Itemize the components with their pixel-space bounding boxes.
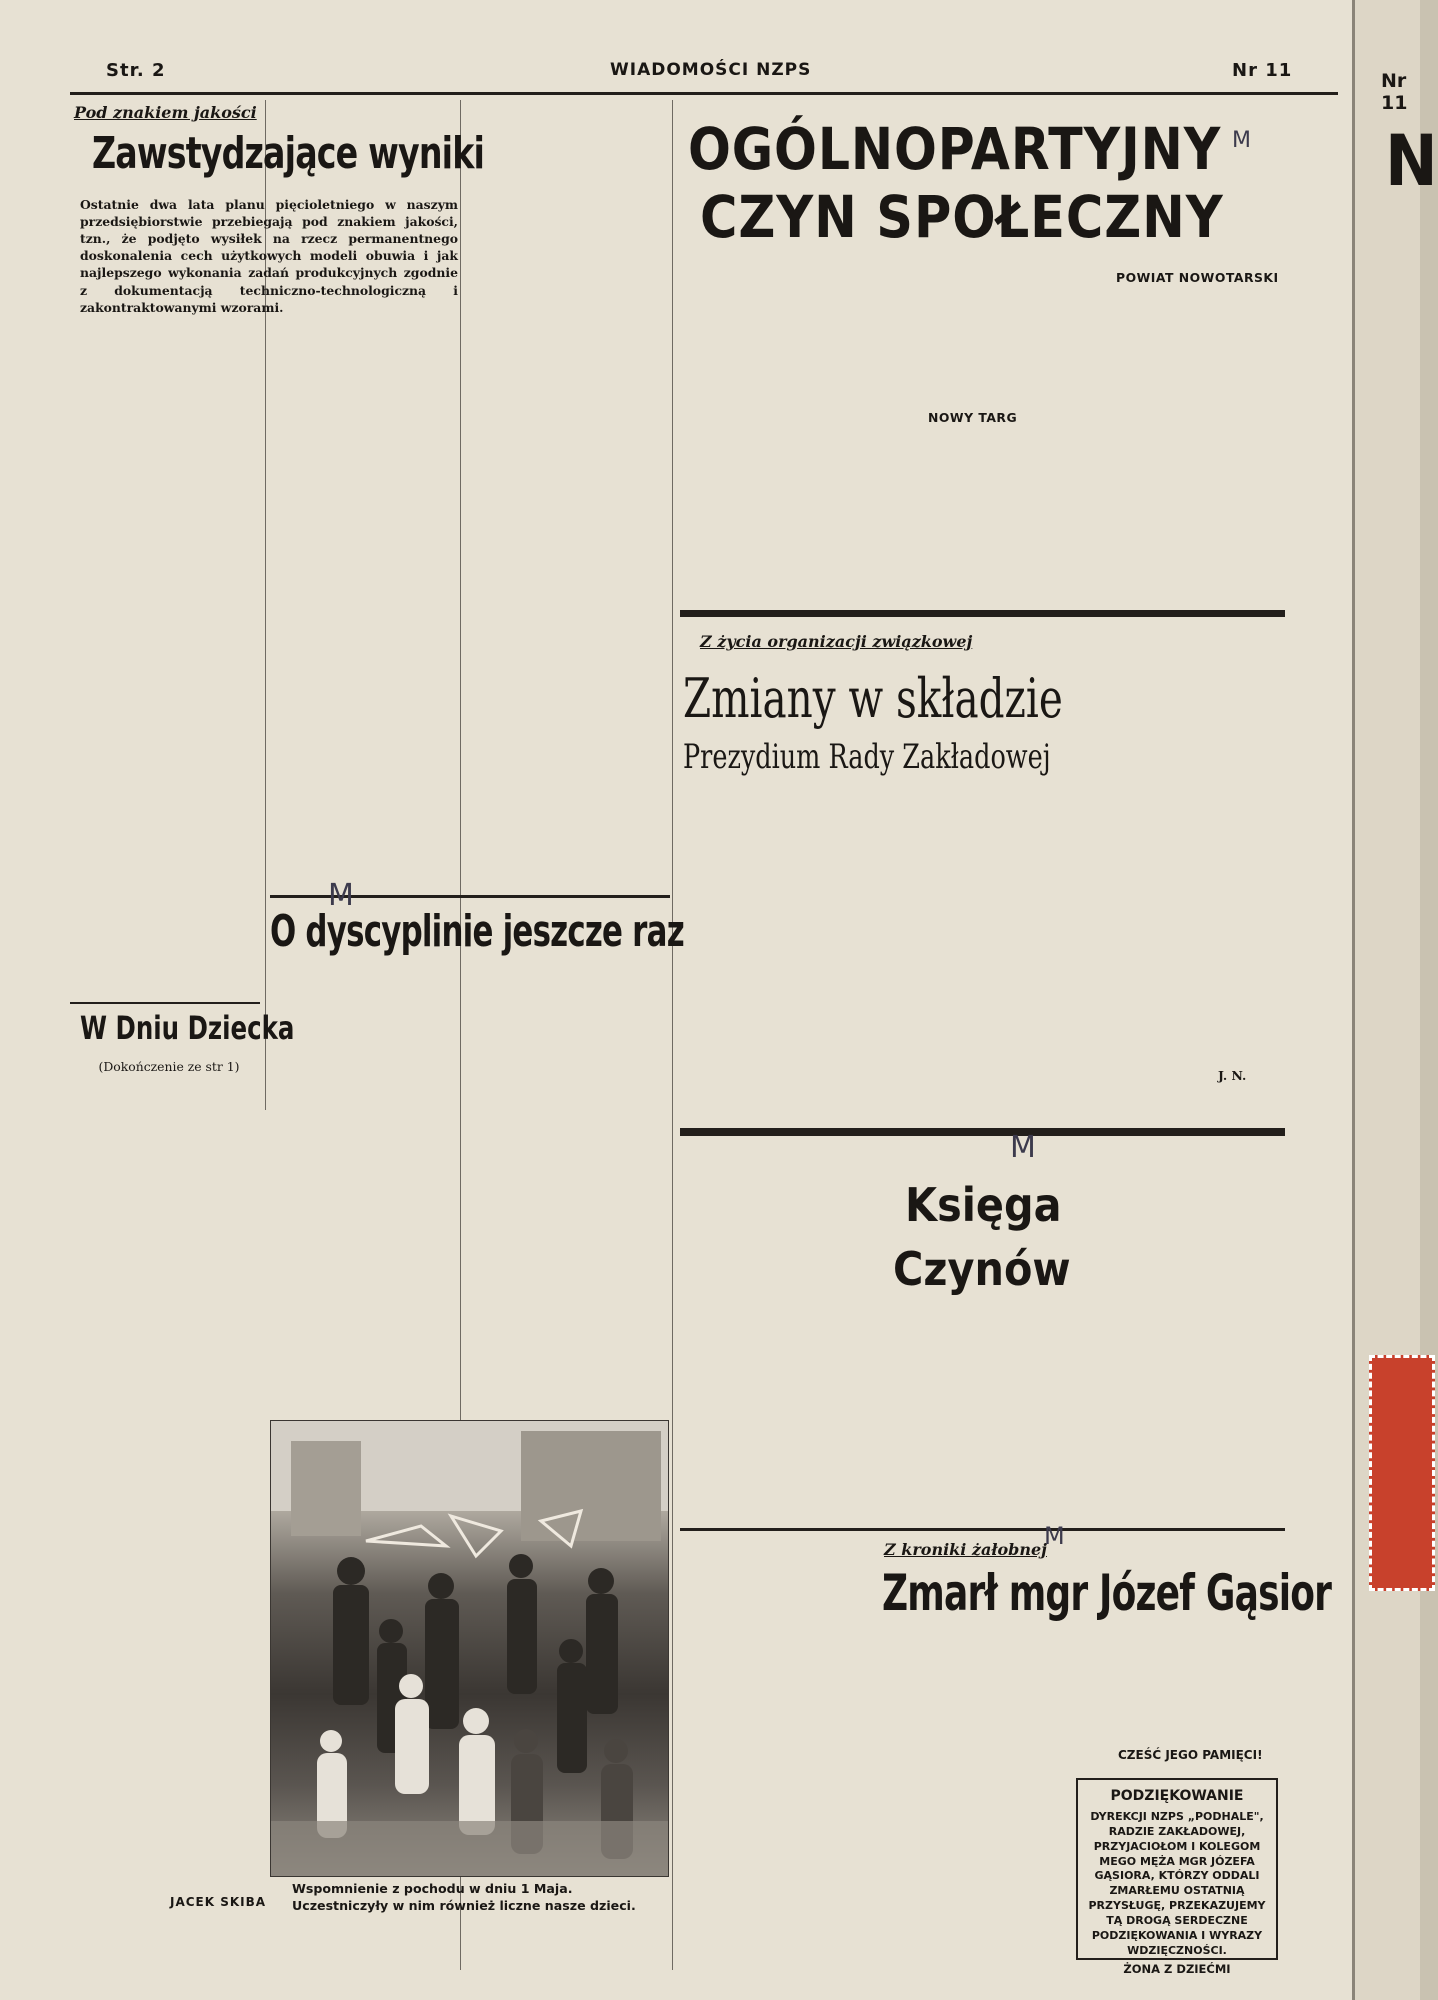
photo-caption: Wspomnienie z pochodu w dniu 1 Maja. Uczestniczyły w nim również liczne nasze dzieci. (292, 1881, 636, 1913)
quality-column-2 (272, 282, 456, 882)
party-column-3 (1096, 288, 1276, 588)
presidium-column-1 (683, 798, 879, 1098)
page-number: Str. 2 (106, 60, 166, 81)
party-column-1 (688, 270, 884, 590)
handwritten-mark: M (1232, 128, 1251, 153)
party-headline-line-2: CZYN SPOŁECZNY (700, 183, 1224, 251)
handwritten-mark: M (1010, 1130, 1036, 1165)
discipline-headline: O dyscyplinie jeszcze raz (270, 906, 684, 957)
child-day-body (78, 1078, 260, 1878)
neighbour-issue-number: Nr 11 (1381, 70, 1408, 114)
parade-photo-illustration (271, 1421, 668, 1876)
thanks-box (1076, 1778, 1278, 1977)
book-headline-line-1: Księga (905, 1178, 1062, 1232)
presidium-column-2 (886, 798, 1082, 1098)
column-divider (672, 100, 673, 1970)
subhead-nowy-targ: NOWY TARG (928, 410, 1018, 425)
neighbouring-page-strip (1352, 0, 1438, 2000)
child-day-byline: JACEK SKIBA (170, 1895, 267, 1909)
quality-column-3 (470, 104, 668, 894)
quality-kicker: Pod znakiem jakości (74, 103, 257, 122)
masthead: WIADOMOŚCI NZPS (610, 60, 812, 80)
neighbour-red-box (1369, 1355, 1435, 1591)
subhead-powiat-nowotarski: POWIAT NOWOTARSKI (1116, 270, 1279, 285)
obituary-closing: CZEŚĆ JEGO PAMIĘCI! (1118, 1748, 1263, 1762)
book-column-3 (1090, 1148, 1276, 1520)
neighbour-headline-fragment: N (1385, 120, 1438, 202)
may-day-parade-photo (270, 1420, 669, 1877)
thanks-body: DYREKCJI NZPS „PODHALE", RADZIE ZAKŁADOWEJ, PRZYJACIOŁOM I KOLEGOM MEGO MĘŻA MGR JÓZEFA GĄSIORA, KTÓRZY ODDALI ZMARŁEMU OSTATNIĄ PRZYSŁUGĘ, PRZEKAZUJEMY TĄ DROGĄ SERDECZNE PODZIĘKOWANIA I WYRAZY WDZIĘCZNOŚCI. (1088, 1810, 1266, 1957)
child-day-rule (70, 1002, 260, 1004)
book-intro-column (683, 1148, 878, 1343)
child-day-continuation: (Dokończenie ze str 1) (98, 1059, 240, 1074)
book-headline-line-2: Czynów (893, 1242, 1071, 1296)
party-bottom-rule (680, 610, 1285, 617)
book-column-2 (886, 1310, 1082, 1520)
obituary-kicker: Z kroniki żałobnej (884, 1540, 1047, 1559)
obituary-column-2 (1076, 1632, 1276, 1742)
obituary-headline: Zmarł mgr Józef Gąsior (882, 1564, 1332, 1622)
party-column-2 (892, 270, 1088, 590)
presidium-signature: J. N. (1218, 1068, 1247, 1083)
presidium-column-3 (1090, 640, 1276, 1080)
discipline-column-2 (470, 968, 668, 1408)
thanks-title: PODZIĘKOWANIE (1110, 1788, 1244, 1804)
obituary-column-1 (882, 1632, 1070, 1962)
presidium-bottom-rule (680, 1128, 1285, 1136)
quality-headline: Zawstydzające wyniki (92, 128, 485, 179)
quality-column-1 (78, 282, 260, 882)
thanks-signature: ŻONA Z DZIEĆMI (1123, 1962, 1231, 1977)
child-day-headline: W Dniu Dziecka (80, 1009, 295, 1047)
handwritten-mark: M (1044, 1522, 1065, 1550)
book-column-1 (683, 1348, 878, 1468)
discipline-column-1 (272, 968, 456, 1408)
handwritten-mark: M (328, 878, 354, 913)
folio-rule (70, 92, 1338, 95)
book-bottom-rule (680, 1528, 1285, 1531)
presidium-kicker: Z życia organizacji związkowej (700, 632, 973, 651)
presidium-headline-line-1: Zmiany w składzie (683, 667, 1063, 730)
presidium-headline-line-2: Prezydium Rady Zakładowej (683, 737, 1051, 777)
issue-number: Nr 11 (1232, 60, 1293, 81)
party-headline-line-1: OGÓLNOPARTYJNY (688, 115, 1222, 183)
quality-lead: Ostatnie dwa lata planu pięcioletniego w naszym przedsiębiorstwie przebiegają pod znakiem jakości, tzn., że podjęto wysiłek na rzecz permanentnego doskonalenia cech użytkowych modeli obuwia i jak najlepszego wykonania zadań produkcyjnych zgodnie z dokumentacją techniczno-technologiczną i zakontraktowanymi wzorami. (80, 197, 458, 315)
